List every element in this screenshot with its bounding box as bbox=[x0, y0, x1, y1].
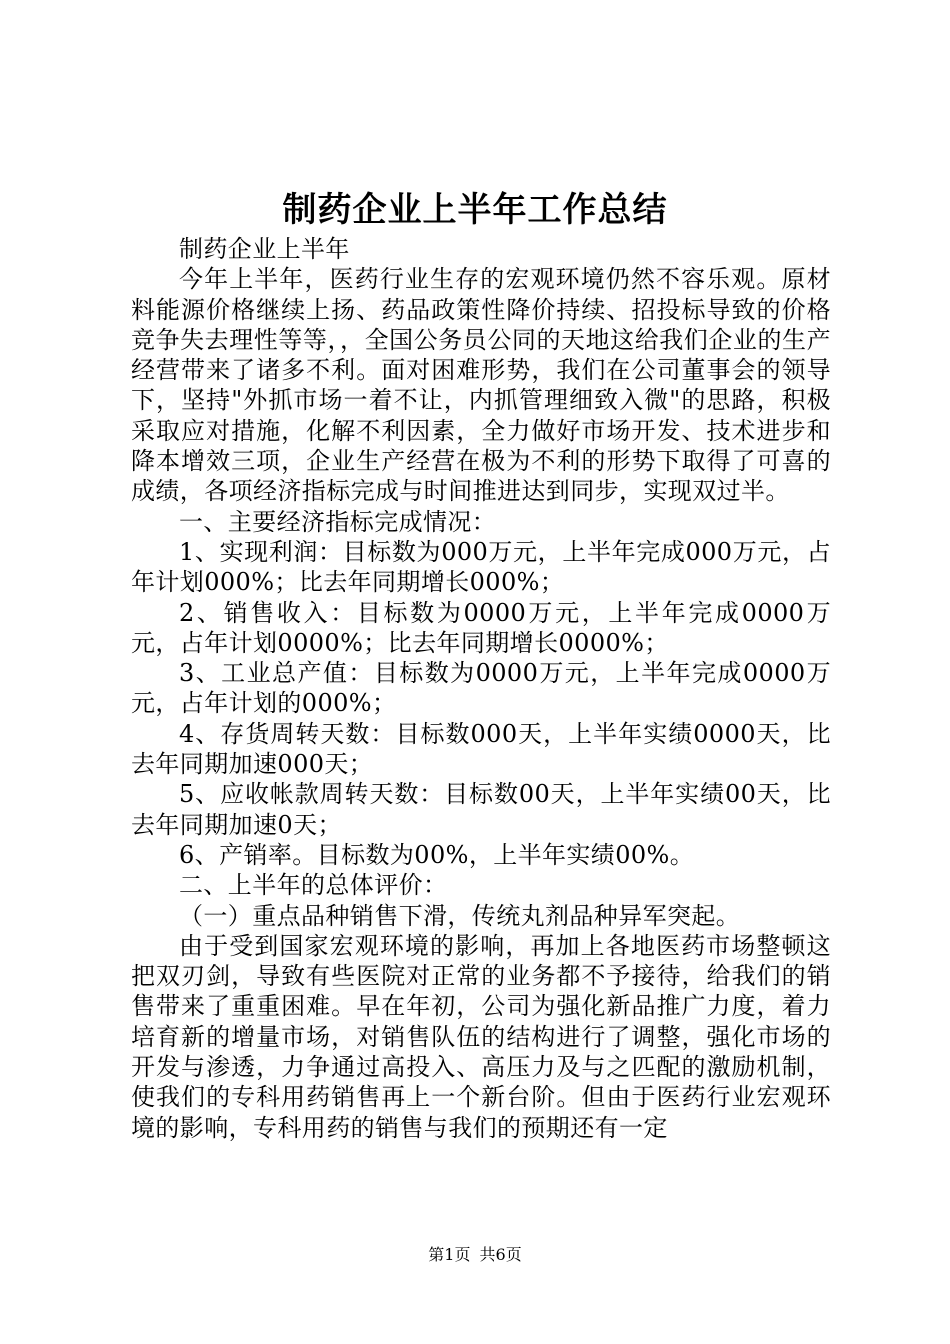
section-heading-evaluation: 二、上半年的总体评价： bbox=[179, 871, 448, 900]
subsection-heading: （一）重点品种销售下滑，传统丸剂品种异军突起。 bbox=[179, 901, 741, 930]
paragraph-subtitle: 制药企业上半年 bbox=[179, 235, 350, 263]
paragraph-receivables-turnover: 5、应收帐款周转天数：目标数00天，上半年实绩00天，比去年同期加速0天； bbox=[131, 780, 831, 839]
paragraph-evaluation-body: 由于受到国家宏观环境的影响，再加上各地医药市场整顿这把双刃剑，导致有些医院对正常的业务都不予接待，给我们的销售带来了重重困难。早在年初，公司为强化新品推广力度，着力培育新的增量市场，对销售队伍的结构进行了调整，强化市场的开发与渗透，力争通过高投入、高压力及与之匹配的激励机制，使我们的专科用药销售再上一个新台阶。但由于医药行业宏观环境的影响，专科用药的销售与我们的预期还有一定 bbox=[131, 931, 831, 1142]
page-footer bbox=[0, 1244, 950, 1266]
paragraph-sales-rate: 6、产销率。目标数为00%，上半年实绩00%。 bbox=[179, 840, 695, 869]
page-total: 共6页 bbox=[479, 1245, 522, 1264]
paragraph-intro: 今年上半年，医药行业生存的宏观环境仍然不容乐观。原材料能源价格继续上扬、药品政策性降价持续、招投标导致的价格竞争失去理性等等，，全国公务员公同的天地这给我们企业的生产经营带来了诸多不利。面对困难形势，我们在公司董事会的领导下，坚持"外抓市场一着不让，内抓管理细致入微"的思路，积极采取应对措施，化解不利因素，全力做好市场开发、技术进步和降本增效三项，企业生产经营在极为不利的形势下取得了可喜的成绩，各项经济指标完成与时间推进达到同步，实现双过半。 bbox=[131, 265, 831, 506]
document-body bbox=[131, 234, 831, 1143]
page-number: 第1页 bbox=[428, 1245, 471, 1264]
document-title: 制药企业上半年工作总结 bbox=[282, 190, 668, 230]
paragraph-inventory-turnover: 4、存货周转天数：目标数000天，上半年实绩0000天，比去年同期加速000天； bbox=[131, 719, 831, 779]
paragraph-industrial-output: 3、工业总产值：目标数为0000万元，上半年完成0000万元，占年计划的000%； bbox=[131, 659, 831, 718]
section-heading-indicators: 一、主要经济指标完成情况： bbox=[179, 507, 497, 536]
paragraph-profit: 1、实现利润：目标数为000万元，上半年完成000万元，占年计划000%；比去年同期增长000%； bbox=[131, 537, 831, 597]
paragraph-sales-revenue: 2、销售收入：目标数为0000万元，上半年完成0000万元，占年计划0000%；比去年同期增长0000%； bbox=[131, 598, 831, 657]
